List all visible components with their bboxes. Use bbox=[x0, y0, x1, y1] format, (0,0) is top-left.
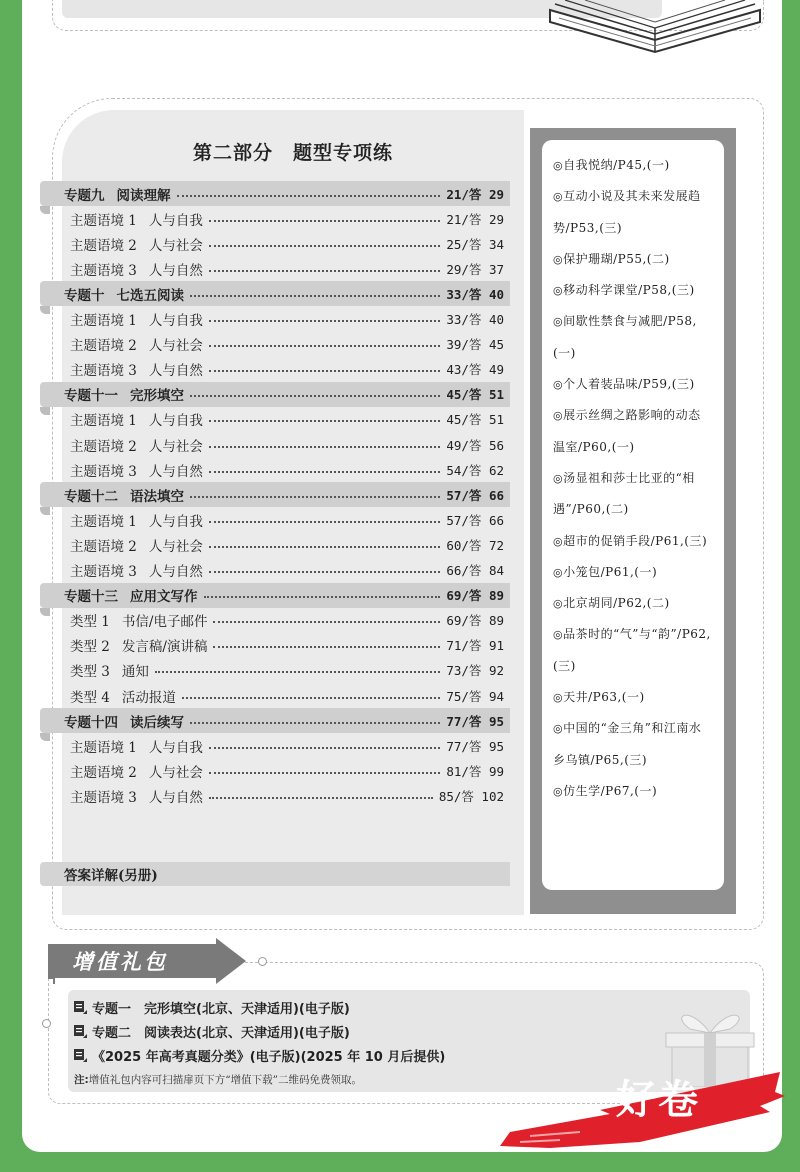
connector-dot bbox=[42, 1019, 51, 1028]
leader-dots bbox=[213, 646, 440, 648]
toc-row-page: 33/答 40 bbox=[446, 312, 504, 327]
toc-row-title: 人与自然 bbox=[148, 564, 203, 580]
reading-list-item bbox=[553, 306, 713, 369]
toc-row-title: 书信/电子邮件 bbox=[121, 614, 208, 631]
leader-dots bbox=[209, 370, 440, 372]
toc-row-page: 43/答 49 bbox=[446, 362, 504, 378]
toc-row-label: 专题九 bbox=[64, 187, 105, 204]
toc-sub-row bbox=[40, 457, 510, 482]
toc-row-page: 71/答 91 bbox=[446, 638, 504, 654]
reading-list-text: 天井/P63,(一) bbox=[563, 690, 645, 705]
bullet-marker: ◎ bbox=[553, 284, 564, 298]
toc-row-title: 阅读理解 bbox=[116, 187, 171, 204]
answer-bar bbox=[40, 862, 510, 886]
leader-dots bbox=[209, 521, 440, 523]
toc-sub-row bbox=[40, 633, 510, 658]
reading-list-item bbox=[553, 713, 713, 776]
leader-dots bbox=[155, 671, 440, 673]
bullet-marker: ◎ bbox=[553, 628, 564, 642]
toc-row-page: 69/答 89 bbox=[446, 588, 504, 604]
bullet-marker: ◎ bbox=[553, 565, 564, 579]
bonus-item-text: 专题一 完形填空(北京、天津适用)(电子版) bbox=[92, 1002, 350, 1017]
leader-dots bbox=[190, 295, 440, 297]
toc-row-page: 25/答 34 bbox=[446, 236, 504, 252]
toc-row-label: 主题语境 2 bbox=[70, 237, 137, 254]
reading-list-item bbox=[553, 557, 713, 588]
leader-dots bbox=[209, 345, 440, 347]
reading-list-text: 小笼包/P61,(一) bbox=[563, 564, 658, 579]
toc-row-label: 专题十四 bbox=[64, 714, 118, 731]
toc-sub-row bbox=[40, 758, 510, 783]
toc-sub-row bbox=[40, 256, 510, 281]
toc-row-label: 主题语境 3 bbox=[70, 789, 137, 806]
toc-row-label: 主题语境 3 bbox=[70, 463, 137, 480]
toc-row-label: 主题语境 3 bbox=[70, 564, 137, 580]
toc-topic-row bbox=[40, 181, 510, 206]
reading-list-text: 超市的促销手段/P61,(三) bbox=[563, 533, 708, 548]
toc-row-title: 人与社会 bbox=[148, 438, 203, 455]
toc-sub-row bbox=[40, 332, 510, 357]
bullet-marker: ◎ bbox=[553, 471, 564, 485]
toc-sub-row bbox=[40, 206, 510, 231]
reading-list-text: 个人着装品味/P59,(三) bbox=[563, 377, 695, 392]
toc-row-page: 45/答 51 bbox=[446, 387, 504, 403]
toc-sub-row bbox=[40, 658, 510, 683]
toc-row-label: 专题十三 bbox=[64, 589, 118, 606]
leader-dots bbox=[190, 395, 440, 397]
bullet-marker: ◎ bbox=[553, 315, 564, 329]
bonus-note-prefix: 注: bbox=[74, 1074, 89, 1086]
toc-row-title: 人与社会 bbox=[148, 538, 203, 555]
reading-list-text: 间歇性禁食与减肥/P58,(一) bbox=[553, 314, 697, 360]
toc-row-label: 主题语境 1 bbox=[70, 413, 137, 430]
toc-row-label: 类型 3 bbox=[70, 664, 110, 681]
document-icon bbox=[74, 1049, 87, 1062]
reading-list-item bbox=[553, 526, 713, 557]
toc-row-page: 77/答 95 bbox=[446, 738, 504, 754]
bonus-tag-label: 增值礼包 bbox=[72, 950, 168, 974]
bullet-marker: ◎ bbox=[553, 190, 564, 204]
reading-list-item bbox=[553, 682, 713, 713]
leader-dots bbox=[209, 245, 440, 247]
document-icon bbox=[74, 1025, 87, 1038]
toc-row-title: 完形填空 bbox=[130, 388, 184, 405]
toc-row-label: 主题语境 1 bbox=[70, 513, 137, 530]
leader-dots bbox=[209, 571, 440, 573]
toc-row-label: 类型 4 bbox=[70, 689, 110, 706]
toc-sub-row bbox=[40, 507, 510, 532]
toc-row-page: 39/答 45 bbox=[446, 337, 504, 353]
toc-row-page: 57/答 66 bbox=[446, 487, 504, 503]
toc-sub-row bbox=[40, 407, 510, 432]
toc-sub-row bbox=[40, 307, 510, 332]
toc-sub-row bbox=[40, 231, 510, 256]
brand-stamp-text: 好卷 bbox=[616, 1077, 700, 1123]
toc-sub-row bbox=[40, 783, 510, 808]
toc-sub-row bbox=[40, 357, 510, 382]
toc-row-page: 85/答 102 bbox=[438, 788, 504, 804]
toc-row-title: 应用文写作 bbox=[130, 589, 198, 606]
bonus-item-text: 《2025 年高考真题分类》(电子版)(2025 年 10 月后提供) bbox=[92, 1050, 446, 1065]
toc-row-title: 人与自我 bbox=[148, 739, 203, 756]
toc-row-page: 29/答 37 bbox=[446, 261, 504, 277]
bullet-marker: ◎ bbox=[553, 784, 564, 798]
bullet-marker: ◎ bbox=[553, 159, 564, 172]
toc-row-label: 主题语境 2 bbox=[70, 338, 137, 355]
toc-row-label: 专题十 bbox=[64, 287, 105, 304]
reading-list-text: 互动小说及其未来发展趋势/P53,(三) bbox=[553, 189, 701, 235]
toc-row-page: 33/答 40 bbox=[446, 286, 504, 302]
reading-list-item bbox=[553, 463, 713, 526]
toc-row-label: 主题语境 2 bbox=[70, 538, 137, 555]
bonus-note bbox=[74, 1072, 362, 1087]
toc-row-label: 主题语境 2 bbox=[70, 438, 137, 455]
toc-row-title: 人与自然 bbox=[148, 262, 203, 279]
leader-dots bbox=[209, 420, 440, 422]
toc-topic-row bbox=[40, 281, 510, 306]
toc-row-title: 通知 bbox=[121, 664, 149, 681]
bullet-marker: ◎ bbox=[553, 534, 564, 548]
toc-row-title: 活动报道 bbox=[121, 689, 176, 706]
bonus-item bbox=[74, 998, 350, 1017]
answer-label: 答案详解(另册) bbox=[64, 868, 158, 884]
bullet-marker: ◎ bbox=[553, 691, 564, 705]
toc-sub-row bbox=[40, 532, 510, 557]
leader-dots bbox=[182, 697, 440, 699]
leader-dots bbox=[209, 270, 440, 272]
toc-row-label: 主题语境 1 bbox=[70, 739, 137, 756]
leader-dots bbox=[209, 446, 440, 448]
toc-row-label: 主题语境 2 bbox=[70, 764, 137, 781]
leader-dots bbox=[209, 797, 433, 799]
toc-row-page: 69/答 89 bbox=[446, 613, 504, 629]
document-icon bbox=[74, 1001, 87, 1014]
leader-dots bbox=[190, 722, 440, 724]
toc-sub-row bbox=[40, 608, 510, 633]
reading-list-text: 仿生学/P67,(一) bbox=[563, 783, 658, 798]
connector-dot bbox=[258, 957, 267, 966]
reading-list-text: 保护珊瑚/P55,(二) bbox=[563, 251, 670, 266]
toc-row-title: 人与自我 bbox=[148, 513, 203, 530]
toc-row-title: 读后续写 bbox=[130, 714, 184, 731]
bullet-marker: ◎ bbox=[553, 252, 564, 266]
leader-dots bbox=[209, 471, 440, 473]
toc-row-title: 人与社会 bbox=[148, 237, 203, 254]
reading-list-item bbox=[553, 275, 713, 306]
leader-dots bbox=[204, 596, 441, 598]
toc-row-title: 人与自我 bbox=[148, 313, 203, 329]
toc-row-page: 75/答 94 bbox=[446, 688, 504, 704]
reading-list bbox=[553, 150, 713, 807]
toc-sub-row bbox=[40, 432, 510, 457]
toc-row-page: 21/答 29 bbox=[446, 211, 504, 227]
bullet-marker: ◎ bbox=[553, 597, 564, 611]
toc-row-page: 54/答 62 bbox=[446, 462, 504, 478]
toc-row-title: 人与自然 bbox=[148, 789, 203, 806]
toc-row-label: 主题语境 3 bbox=[70, 262, 137, 279]
reading-list-text: 展示丝绸之路影响的动态温室/P60,(一) bbox=[553, 408, 701, 454]
toc-topic-row bbox=[40, 482, 510, 507]
toc-row-page: 21/答 29 bbox=[446, 186, 504, 202]
bonus-item-text: 专题二 阅读表达(北京、天津适用)(电子版) bbox=[92, 1026, 350, 1041]
toc-row-title: 人与自我 bbox=[148, 212, 203, 229]
reading-list-text: 品茶时的“气”与“韵”/P62,(三) bbox=[553, 627, 711, 673]
reading-list-item bbox=[553, 400, 713, 463]
leader-dots bbox=[209, 320, 440, 322]
toc-row-title: 人与自然 bbox=[148, 363, 203, 380]
reading-list-item bbox=[553, 369, 713, 400]
toc-sub-row bbox=[40, 558, 510, 583]
toc-sub-row bbox=[40, 683, 510, 708]
toc-row-title: 人与自然 bbox=[148, 463, 203, 480]
toc-row-label: 主题语境 3 bbox=[70, 363, 137, 380]
reading-list-item bbox=[553, 181, 713, 244]
toc-row-label: 主题语境 1 bbox=[70, 212, 137, 229]
reading-list-text: 自我悦纳/P45,(一) bbox=[563, 158, 670, 172]
leader-dots bbox=[177, 195, 441, 197]
reading-list-item bbox=[553, 776, 713, 807]
reading-list-item bbox=[553, 150, 713, 181]
toc-row-page: 81/答 99 bbox=[446, 763, 504, 779]
leader-dots bbox=[209, 546, 440, 548]
reading-list-item bbox=[553, 588, 713, 619]
toc-row-label: 专题十二 bbox=[64, 488, 118, 505]
toc-row-title: 人与自我 bbox=[148, 413, 203, 430]
toc-row-label: 类型 2 bbox=[70, 639, 110, 656]
toc-row-title: 人与社会 bbox=[148, 764, 203, 781]
bullet-marker: ◎ bbox=[553, 409, 564, 423]
toc-row-page: 49/答 56 bbox=[446, 437, 504, 453]
toc-row-title: 七选五阅读 bbox=[116, 287, 184, 304]
toc-row-label: 专题十一 bbox=[64, 388, 118, 405]
leader-dots bbox=[209, 772, 440, 774]
open-book-icon bbox=[545, 0, 765, 58]
toc-row-page: 66/答 84 bbox=[446, 563, 504, 578]
toc-row-title: 语法填空 bbox=[130, 488, 184, 505]
toc-topic-row bbox=[40, 583, 510, 608]
toc-topic-row bbox=[40, 382, 510, 407]
toc-row-page: 73/答 92 bbox=[446, 663, 504, 679]
reading-list-item bbox=[553, 244, 713, 275]
reading-list-text: 移动科学课堂/P58,(三) bbox=[563, 283, 695, 298]
toc-topic-row bbox=[40, 708, 510, 733]
reading-list-item bbox=[553, 619, 713, 682]
toc-row-page: 57/答 66 bbox=[446, 512, 504, 528]
section-title: 第二部分 题型专项练 bbox=[192, 142, 393, 164]
bonus-item bbox=[74, 1046, 445, 1065]
leader-dots bbox=[190, 496, 440, 498]
bullet-marker: ◎ bbox=[553, 378, 564, 392]
toc-row-title: 人与社会 bbox=[148, 338, 203, 355]
toc-row-label: 类型 1 bbox=[70, 614, 110, 631]
reading-list-text: 汤显祖和莎士比亚的“相遇”/P60,(二) bbox=[553, 470, 695, 517]
reading-list-text: 中国的“金三角”和江南水乡乌镇/P65,(三) bbox=[553, 721, 702, 767]
toc-row-label: 主题语境 1 bbox=[70, 313, 137, 329]
leader-dots bbox=[209, 220, 440, 222]
toc-sub-row bbox=[40, 733, 510, 758]
toc-row-page: 45/答 51 bbox=[446, 412, 504, 428]
leader-dots bbox=[213, 621, 440, 623]
reading-list-text: 北京胡同/P62,(二) bbox=[563, 596, 670, 611]
bonus-note-text: 增值礼包内容可扫描扉页下方“增值下载”二维码免费领取。 bbox=[88, 1074, 362, 1086]
bonus-item bbox=[74, 1022, 350, 1041]
toc-row-page: 77/答 95 bbox=[446, 713, 504, 729]
toc-row-title: 发言稿/演讲稿 bbox=[121, 639, 208, 656]
bullet-marker: ◎ bbox=[553, 722, 564, 736]
toc-row-page: 60/答 72 bbox=[446, 537, 504, 553]
leader-dots bbox=[209, 747, 440, 749]
